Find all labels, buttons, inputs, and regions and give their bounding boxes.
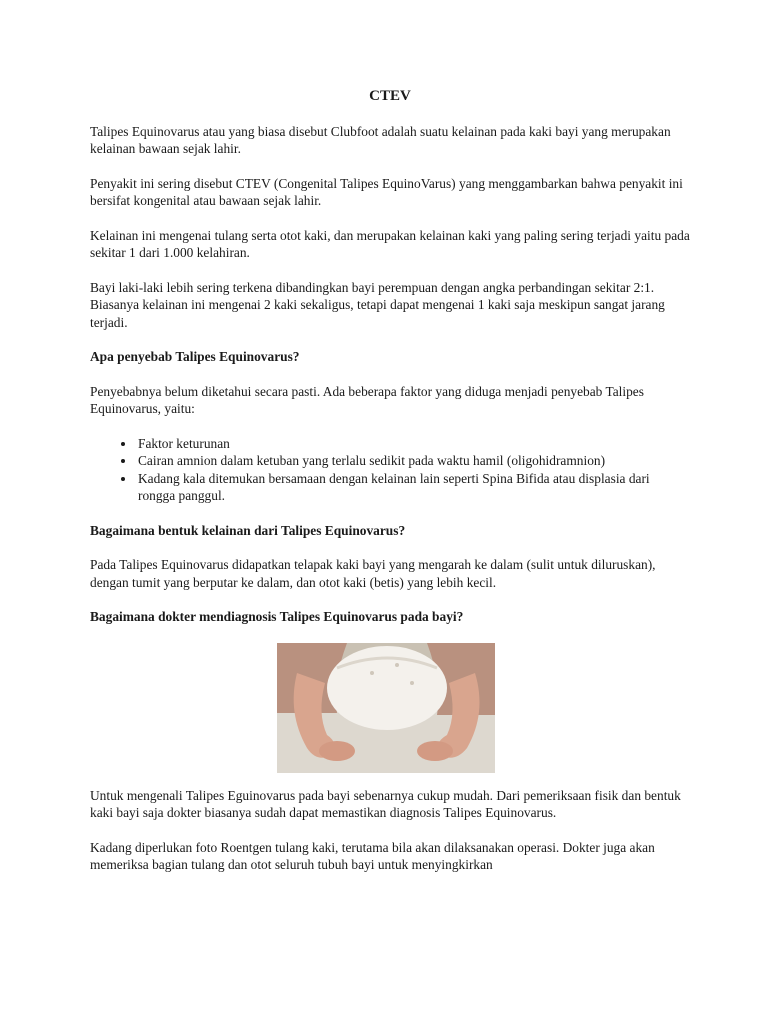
list-item: • Kadang kala ditemukan bersamaan dengan kelainan lain seperti Spina Bifida atau displasia dari rongga panggul. — [136, 470, 690, 505]
heading-diagnosis: Bagaimana dokter mendiagnosis Talipes Equinovarus pada bayi? — [90, 609, 464, 624]
paragraph-definition: Talipes Equinovarus atau yang biasa disebut Clubfoot adalah suatu kelainan pada kaki bayi yang merupakan kelainan bawaan sejak lahir. — [90, 123, 671, 156]
cause-list — [90, 435, 690, 505]
paragraph-incidence: Kelainan ini mengenai tulang serta otot kaki, dan merupakan kelainan kaki yang paling sering terjadi yaitu pada sekitar 1 dari 1.000 kelahiran. — [90, 227, 690, 260]
document-page — [90, 88, 690, 891]
paragraph-ctev-name: Penyakit ini sering disebut CTEV (Congenital Talipes EquinoVarus) yang menggambarkan bahwa penyakit ini bersifat kongenital atau bawaan sejak lahir. — [90, 175, 683, 208]
document-title: CTEV — [369, 88, 411, 104]
paragraph-diagnosis-1: Untuk mengenali Talipes Eguinovarus pada bayi sebenarnya cukup mudah. Dari pemeriksaan fisik dan bentuk kaki bayi saja dokter biasanya sudah dapat memastikan diagnosis Talipes Equinovarus. — [90, 787, 681, 820]
heading-form: Bagaimana bentuk kelainan dari Talipes Equinovarus? — [90, 522, 406, 538]
paragraph-diagnosis-2: Kadang diperlukan foto Roentgen tulang kaki, terutama bila akan dilaksanakan operasi. Dokter juga akan memeriksa bagian tulang dan otot seluruh tubuh bayi untuk menyingkirkan — [90, 839, 655, 872]
clubfoot-photo — [277, 643, 495, 773]
paragraph-form: Pada Talipes Equinovarus didapatkan telapak kaki bayi yang mengarah ke dalam (sulit untuk diluruskan), dengan tumit yang berputar ke dalam, dan otot kaki (betis) yang lebih kecil. — [90, 557, 656, 590]
heading-cause: Apa penyebab Talipes Equinovarus? — [90, 349, 300, 364]
list-item: • Faktor keturunan — [136, 435, 690, 453]
paragraph-cause-intro: Penyebabnya belum diketahui secara pasti. Ada beberapa faktor yang diduga menjadi penyebab Talipes Equinovarus, yaitu: — [90, 383, 644, 416]
list-item: • Cairan amnion dalam ketuban yang terlalu sedikit pada waktu hamil (oligohidramnion) — [136, 452, 690, 470]
paragraph-gender-ratio: Bayi laki-laki lebih sering terkena dibandingkan bayi perempuan dengan angka perbandingan sekitar 2:1. Biasanya kelainan ini mengenai 2 kaki sekaligus, tetapi dapat mengenai 1 kaki saja meskipun sangat jarang terjadi. — [90, 279, 665, 330]
baby-legs-illustration — [277, 643, 495, 773]
